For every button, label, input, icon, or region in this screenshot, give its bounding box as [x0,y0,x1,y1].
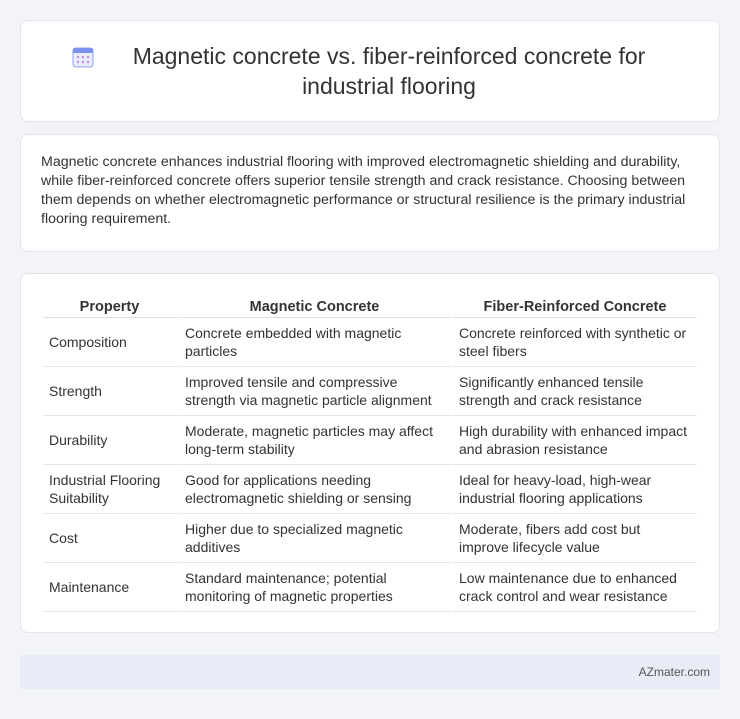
table-row [43,465,697,514]
title-card [20,20,720,122]
cell-fiber: Concrete reinforced with synthetic or steel fibers [453,318,697,367]
title-row [60,41,680,101]
cell-property: Maintenance [43,563,179,612]
header-property: Property [43,296,179,318]
cell-magnetic: Good for applications needing electromagnetic shielding or sensing [179,465,453,514]
table-row [43,318,697,367]
footer-brand[interactable]: AZmater.com [638,665,710,679]
table-header-row [43,296,697,318]
cell-fiber: Moderate, fibers add cost but improve lifecycle value [453,514,697,563]
cell-magnetic: Moderate, magnetic particles may affect long-term stability [179,416,453,465]
cell-fiber: Low maintenance due to enhanced crack control and wear resistance [453,563,697,612]
cell-property: Cost [43,514,179,563]
table-row [43,514,697,563]
cell-property: Industrial Flooring Suitability [43,465,179,514]
comparison-table-card [20,273,720,633]
cell-magnetic: Standard maintenance; potential monitoring of magnetic properties [179,563,453,612]
summary-card [20,134,720,252]
cell-magnetic: Improved tensile and compressive strength via magnetic particle alignment [179,367,453,416]
calendar-icon [71,45,95,69]
table-row [43,367,697,416]
header-fiber-reinforced-concrete: Fiber-Reinforced Concrete [453,296,697,318]
cell-property: Strength [43,367,179,416]
footer-bar [20,655,720,689]
summary-text: Magnetic concrete enhances industrial flooring with improved electromagnetic shielding and durability, while fiber-reinforced concrete offers superior tensile strength and crack resistance. Choosing between them depends on whether electromagnetic performance or structural resilience is the primary industrial flooring requirement. [41,154,686,227]
cell-fiber: High durability with enhanced impact and abrasion resistance [453,416,697,465]
table-row [43,416,697,465]
cell-magnetic: Concrete embedded with magnetic particles [179,318,453,367]
page-title: Magnetic concrete vs. fiber-reinforced concrete for industrial flooring [132,43,646,99]
cell-property: Durability [43,416,179,465]
cell-magnetic: Higher due to specialized magnetic additives [179,514,453,563]
header-magnetic-concrete: Magnetic Concrete [179,296,453,318]
table-row [43,563,697,612]
cell-property: Composition [43,318,179,367]
cell-fiber: Significantly enhanced tensile strength and crack resistance [453,367,697,416]
cell-fiber: Ideal for heavy-load, high-wear industrial flooring applications [453,465,697,514]
comparison-table [43,296,697,612]
